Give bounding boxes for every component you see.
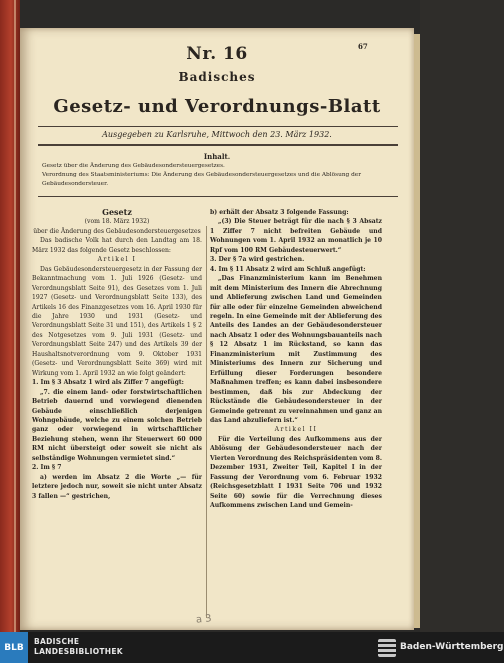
header-rule-top xyxy=(38,126,398,127)
right-column xyxy=(210,208,382,511)
amendment-item: 1. Im § 3 Absatz 1 wird als Ziffer 7 angefügt: xyxy=(32,379,184,387)
article-text: Für die Verteilung des Aufkommens aus der Ablösung der Gebäudesondersteuer nach der Vierten Verordnung des Reichspräsidenten vom 8. Dezember 1931, Zweiter Teil, Kapitel I in der Fassung der Verordnung vom 6. Februar 1932 (Reichsgesetzblatt I 1931 Seite 706 und 1932 Seite 60) sowie für die Verrechnung dieses Aufkommens zwischen Land und Gemein- xyxy=(210,435,382,510)
amendment-item: 3. Der § 7a wird gestrichen. xyxy=(210,256,305,264)
page-number: 67 xyxy=(358,42,368,51)
document-page xyxy=(20,28,414,630)
amendment-quote: „Das Finanzministerium kann im Benehmen mit dem Ministerium des Innern die Abrechnung und Ablieferung zwischen Land und Gemeinden für alle oder für einzelne Gemeinden abweichend regeln. In eine Gemeinde mit der Ablieferung des Anteils des Landes an der Gebäudesondersteuer nach Absatz 1 oder des Wohnungsbauanteils nach § 12 Absatz 1 im Rückstand, so kann das Finanzministerium mit Zustimmung des Ministeriums des Innern zur Sicherung und Erfüllung dieser Forderungen besondere Maßnahmen treffen; es kann dabei insbesondere bestimmen, daß bis zur Abdeckung der Rückstände die Gebäudesondersteuer in der Gemeinde getrennt zu vereinnahmen und ganz an das Land abzuliefern ist.“ xyxy=(210,275,382,424)
pencil-annotation: a 3 xyxy=(195,613,213,626)
left-column xyxy=(32,208,202,501)
spine-binding-line xyxy=(14,0,16,632)
article-heading: Artikel II xyxy=(274,426,318,434)
issue-number: Nr. 16 xyxy=(186,44,248,64)
amendment-item: 4. Im § 11 Absatz 2 wird am Schluß angefügt: xyxy=(210,265,366,273)
state-name: Badisches xyxy=(178,70,256,84)
article-heading: Artikel I xyxy=(97,256,137,264)
gazette-title: Gesetz- und Verordnungs-Blatt xyxy=(53,96,381,117)
page-stack-edge xyxy=(414,34,420,628)
header-rule-bottom xyxy=(38,144,398,146)
contents-line: Gesetz über die Änderung des Gebäudesondersteuergesetzes. xyxy=(42,163,225,169)
amendment-quote: „7. die einem land- oder forstwirtschaftlichen Betrieb dauernd und vorwiegend dienenden Gebäude einschließlich derjenigen Wohngebäude, welche zu einem solchen Betrieb ganz oder vorwiegend in wirtschaftlicher Beziehung stehen, wenn ihr Steuerwert 60 000 RM nicht übersteigt oder soweit sie nicht als selbständige Wohnungen vermietet sind.“ xyxy=(32,388,202,462)
law-intro: Das badische Volk hat durch den Landtag am 18. März 1932 das folgende Gesetz beschlossen: xyxy=(32,237,202,254)
library-name-line2: LANDESBIBLIOTHEK xyxy=(34,647,123,656)
state-emblem-icon xyxy=(378,639,396,657)
state-name-link[interactable]: Baden-Württemberg xyxy=(400,642,504,652)
law-subtitle: über die Änderung des Gebäudesondersteuergesetzes xyxy=(33,227,201,235)
amendment-item: 2. Im § 7 xyxy=(32,464,62,472)
library-name-line1: BADISCHE xyxy=(34,637,80,646)
scan-background xyxy=(420,0,504,632)
contents-rule xyxy=(38,196,398,197)
amendment-subitem: b) erhält der Absatz 3 folgende Fassung: xyxy=(210,209,349,216)
amendment-subitem: a) werden im Absatz 2 die Worte „— für letztere jedoch nur, soweit sie nicht unter Absatz 3 fallen —“ gestrichen, xyxy=(32,473,202,500)
issue-date-line: Ausgegeben zu Karlsruhe, Mittwoch den 23. März 1932. xyxy=(102,130,332,139)
article-text: Das Gebäudesondersteuergesetz in der Fassung der Bekanntmachung vom 1. Juli 1926 (Gesetz- und Verordnungsblatt Seite 91), des Gesetzes vom 1. Juli 1927 (Gesetz- und Verordnungsblatt Seite 133), des Artikels 16 des Finanzgesetzes vom 16. April 1930 für die Jahre 1930 und 1931 (Gesetz- und Verordnungsblatt Seite 31 und 151), des Artikels 1 § 2 des Notgesetzes vom 9. Juli 1931 (Gesetz- und Verordnungsblatt Seite 247) und des Artikels 39 der Haushaltsnotverordnung vom 9. Oktober 1931 (Gesetz- und Verordnungsblatt Seite 369) wird mit Wirkung vom 1. April 1932 an wie folgt geändert: xyxy=(32,265,202,377)
contents-heading: Inhalt. xyxy=(203,152,231,161)
book-spine xyxy=(0,0,20,632)
library-name[interactable] xyxy=(34,637,123,657)
blb-logo-icon[interactable]: BLB xyxy=(0,632,28,663)
viewer-footer-bar xyxy=(0,632,504,663)
amendment-quote: „(3) Die Steuer beträgt für die nach § 3 Absatz 1 Ziffer 7 nicht befreiten Gebäude und Wohnungen vom 1. April 1932 an monatlich je 10 Rpf vom 100 RM Gebäudesteuerwert.“ xyxy=(210,218,382,254)
contents-line: Verordnung des Staatsministeriums: Die Änderung des Gebäudesondersteuergesetzes und die Ablösung der Gebäudesondersteuer. xyxy=(42,172,362,187)
column-divider xyxy=(206,226,207,618)
law-heading: Gesetz xyxy=(102,207,132,217)
law-date: (vom 18. März 1932) xyxy=(84,218,150,226)
